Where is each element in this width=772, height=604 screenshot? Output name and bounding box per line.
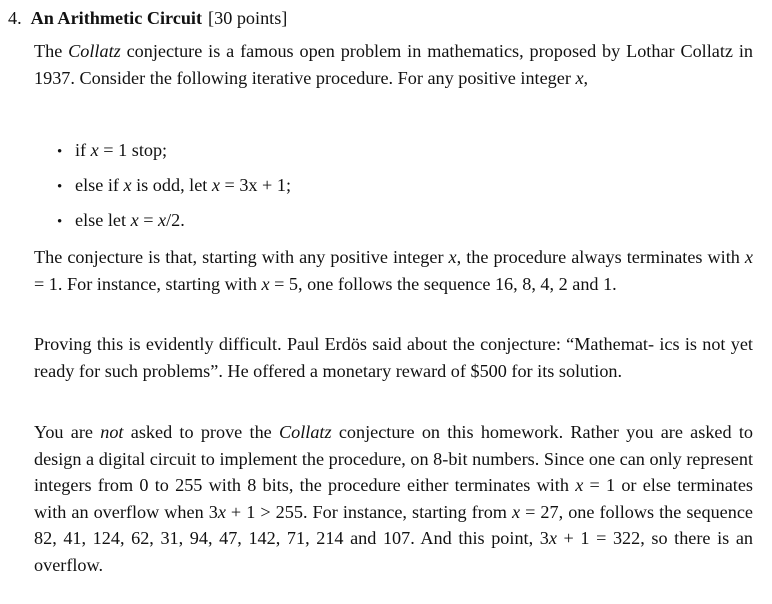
erdos-paragraph: Proving this is evidently difficult. Paul Erdös said about the conjecture: “Mathemat- ics is not yet ready for such problems”. He offered a monetary reward of $500 for its solution.	[34, 334, 753, 381]
math-variable: x	[575, 67, 584, 88]
paragraph-text: You are	[34, 422, 101, 442]
rule-item	[57, 169, 291, 204]
paragraph-text: + 1 > 255. For instance, starting from	[225, 501, 512, 522]
problem-points: [30 points]	[208, 8, 288, 28]
paragraph-text: = 1. For instance, starting with	[34, 273, 262, 294]
math-variable: x	[744, 247, 753, 267]
rule-text: if	[75, 140, 91, 160]
problem-title: An Arithmetic Circuit	[30, 8, 203, 28]
collatz-emphasis: Collatz	[68, 41, 121, 61]
rule-text: /2.	[166, 210, 185, 230]
math-variable: x	[211, 175, 220, 195]
intro-text: The	[34, 41, 69, 61]
problem-number: 4.	[8, 8, 22, 28]
math-variable: x	[158, 210, 167, 230]
math-variable: x	[548, 528, 557, 548]
math-variable: x	[575, 475, 584, 495]
paragraph-text: asked to prove the	[123, 422, 279, 442]
math-variable: x	[261, 273, 270, 294]
intro-text: ,	[583, 67, 589, 88]
paragraph-text: , the procedure always terminates with	[456, 247, 745, 267]
paragraph-text: = 1 or else terminates with an overflow when 3	[34, 475, 753, 522]
rule-text: else if	[75, 175, 124, 195]
math-variable: x	[123, 175, 132, 195]
task-paragraph	[34, 419, 753, 578]
math-variable: x	[217, 501, 226, 522]
paragraph-text: conjecture on this homework. Rather you are asked to design a digital circuit to implement the procedure, on 8-bit numbers. Since one can only represent integers from 0 to 255 with 8 bits, the procedure either terminates with	[34, 422, 753, 495]
conjecture-paragraph	[34, 244, 753, 297]
math-variable: x	[448, 247, 457, 267]
bullet-icon: •	[57, 214, 63, 230]
paragraph-text: = 27, one follows the sequence 82, 41, 124, 62, 31, 94, 47, 142, 71, 214 and 107. And this point, 3	[34, 501, 753, 548]
rule-item	[57, 204, 291, 239]
collatz-emphasis: Collatz	[279, 422, 332, 442]
bullet-icon: •	[57, 179, 63, 195]
rule-text: else let	[75, 210, 131, 230]
not-emphasis: not	[100, 422, 124, 442]
intro-paragraph	[34, 38, 753, 91]
bullet-icon: •	[57, 144, 63, 160]
paragraph-text: + 1 = 322, so there is an overflow.	[34, 528, 753, 575]
paragraph-text: The conjecture is that, starting with any positive integer	[34, 247, 449, 267]
rule-text: =	[138, 210, 158, 230]
math-variable: x	[130, 210, 139, 230]
rule-text: is odd, let	[131, 175, 212, 195]
math-variable: x	[512, 501, 521, 522]
procedure-rule-list	[57, 134, 291, 239]
intro-text: conjecture is a famous open problem in mathematics, proposed by Lothar Collatz in 1937. Consider the following iterative procedure. For any positive integer	[34, 41, 753, 88]
rule-text: = 3x + 1;	[219, 175, 292, 195]
rule-text: = 1 stop;	[98, 140, 168, 160]
problem-heading	[8, 5, 287, 31]
rule-item	[57, 134, 291, 169]
math-variable: x	[90, 140, 99, 160]
paragraph-text: = 5, one follows the sequence 16, 8, 4, 2 and 1.	[269, 273, 617, 294]
